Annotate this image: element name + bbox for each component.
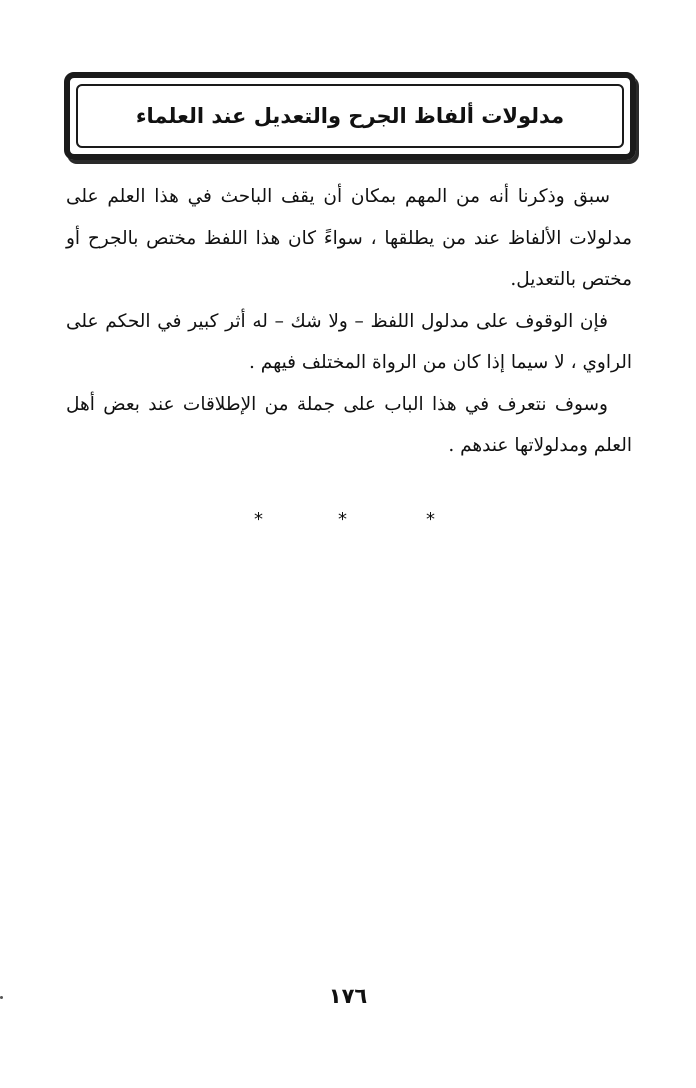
page-number: ١٧٦ <box>328 984 368 1008</box>
section-divider <box>0 508 696 532</box>
paragraph-1: سبق وذكرنا أنه من المهم بمكان أن يقف الباحث في هذا العلم على مدلولات الألفاظ عند من يطلقها ، سواءً كان هذا اللفظ مختص بالجرح أو مختص بالتعديل. <box>66 186 632 290</box>
margin-mark <box>0 996 3 999</box>
title-frame-inner <box>76 84 624 148</box>
body-text <box>66 176 632 467</box>
paragraph-3: وسوف نتعرف في هذا الباب على جملة من الإطلاقات عند بعض أهل العلم ومدلولاتها عندهم . <box>66 393 632 456</box>
paragraph-2: فإن الوقوف على مدلول اللفظ – ولا شك – له أثر كبير في الحكم على الراوي ، لا سيما إذا كان من الرواة المختلف فيهم . <box>66 310 632 373</box>
chapter-title: مدلولات ألفاظ الجرح والتعديل عند العلماء <box>135 104 565 128</box>
title-frame <box>64 72 636 160</box>
divider-star-2: * <box>338 509 347 530</box>
divider-star-3: * <box>254 509 263 530</box>
divider-star-1: * <box>426 509 435 530</box>
